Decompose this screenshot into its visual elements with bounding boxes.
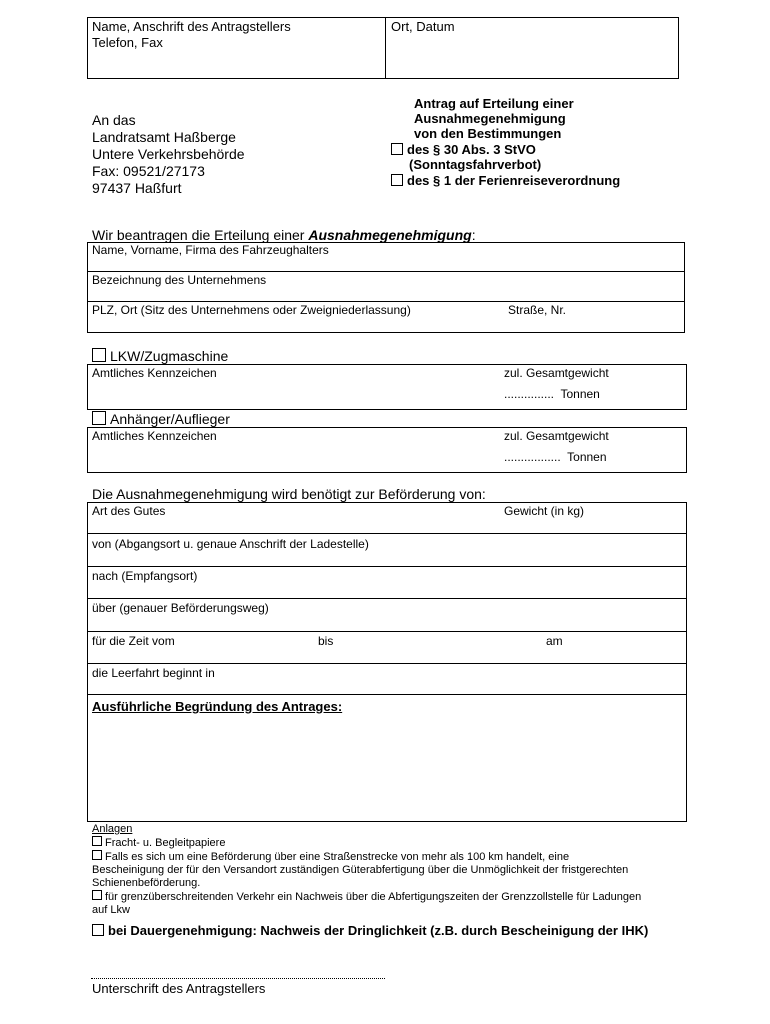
transport-row-divider (87, 694, 687, 695)
trailer-plate-label: Amtliches Kennzeichen (92, 429, 217, 443)
signature-field (92, 981, 265, 996)
route-label: über (genauer Beförderungsweg) (92, 601, 269, 615)
goods-weight-label: Gewicht (in kg) (504, 504, 585, 518)
transport-row-divider (87, 663, 687, 664)
to-label: nach (Empfangsort) (92, 569, 198, 583)
attachment-item2-line3: Schienenbeförderung. (92, 877, 201, 889)
permanent-permit-checkbox[interactable] (92, 924, 104, 936)
company-row-divider (87, 271, 685, 272)
option-stvo-label: des § 30 Abs. 3 StVO (407, 142, 536, 157)
attachment-item1-label: Fracht- u. Begleitpapiere (105, 837, 226, 849)
company-label: Bezeichnung des Unternehmens (92, 273, 267, 287)
attachment-item3[interactable] (92, 890, 692, 904)
attachments-heading: Anlagen (92, 823, 133, 835)
truck-checkbox-row[interactable] (92, 348, 228, 364)
trailer-weight-unit: Tonnen (567, 450, 607, 464)
transport-row-divider (87, 533, 687, 534)
option-stvo-sub (409, 157, 541, 172)
permanent-permit-label: bei Dauergenehmigung: Nachweis der Dringlichkeit (z.B. durch Bescheinigung der IHK) (108, 923, 649, 938)
owner-field[interactable] (92, 243, 329, 257)
permanent-permit-row[interactable] (92, 923, 648, 938)
truck-weight-value[interactable] (504, 387, 600, 401)
trailer-plate-field[interactable] (92, 429, 217, 443)
truck-weight-field[interactable] (504, 366, 609, 380)
transport-row-divider (87, 598, 687, 599)
truck-checkbox-label: LKW/Zugmaschine (110, 348, 229, 364)
transport-row-divider (87, 631, 687, 632)
applicant-name-field[interactable] (92, 19, 291, 51)
place-date-label: Ort, Datum (391, 19, 455, 34)
location-label: PLZ, Ort (Sitz des Unternehmens oder Zweigniederlassung) (92, 303, 411, 317)
street-label: Straße, Nr. (508, 303, 567, 317)
transport-heading-text: Die Ausnahmegenehmigung wird benötigt zur Beförderung von: (92, 486, 486, 502)
reason-field[interactable] (92, 699, 342, 714)
attachment-item3-checkbox[interactable] (92, 890, 102, 900)
empty-run-field[interactable] (92, 666, 215, 680)
to-field[interactable] (92, 569, 197, 583)
header-divider (385, 17, 386, 79)
intro-text: Wir beantragen die Erteilung einer (92, 227, 309, 243)
attachment-item3-line1: für grenzüberschreitenden Verkehr ein Nachweis über die Abfertigungszeiten der Grenzzollstelle für Ladungen (105, 891, 642, 903)
truck-plate-field[interactable] (92, 366, 217, 380)
truck-weight-label: zul. Gesamtgewicht (504, 366, 609, 380)
recipient-line3: Untere Verkehrsbehörde (92, 146, 245, 162)
period-on-field[interactable] (546, 634, 563, 648)
request-title (414, 96, 574, 141)
period-to-field[interactable] (318, 634, 333, 648)
option-ferien-label: des § 1 der Ferienreiseverordnung (407, 173, 621, 188)
location-field[interactable] (92, 303, 411, 317)
trailer-weight-label: zul. Gesamtgewicht (504, 429, 609, 443)
recipient-address (92, 112, 245, 197)
truck-plate-label: Amtliches Kennzeichen (92, 366, 217, 380)
attachment-item2-line1: Falls es sich um eine Beförderung über eine Straßenstrecke von mehr als 100 km handelt, eine (105, 851, 570, 863)
signature-label: Unterschrift des Antragstellers (92, 981, 266, 996)
street-field[interactable] (508, 303, 566, 317)
trailer-weight-field[interactable] (504, 429, 609, 443)
empty-run-label: die Leerfahrt beginnt in (92, 666, 215, 680)
applicant-label-line1: Name, Anschrift des Antragstellers (92, 19, 291, 34)
route-field[interactable] (92, 601, 269, 615)
company-field[interactable] (92, 273, 266, 287)
recipient-line1: An das (92, 112, 136, 128)
reason-heading: Ausführliche Begründung des Antrages: (92, 699, 343, 714)
attachments-section (92, 823, 692, 917)
request-line3: von den Bestimmungen (414, 126, 562, 141)
option-ferien-checkbox[interactable] (391, 174, 403, 186)
attachment-item3-line2: auf Lkw (92, 904, 130, 916)
period-from-label: für die Zeit vom (92, 634, 175, 648)
intro-line (92, 227, 476, 243)
option-ferien[interactable] (391, 173, 620, 188)
intro-suffix: : (471, 227, 476, 243)
goods-field[interactable] (92, 504, 165, 518)
attachment-item1-checkbox[interactable] (92, 836, 102, 846)
option-stvo-sublabel: (Sonntagsfahrverbot) (409, 157, 542, 172)
recipient-line5: 97437 Haßfurt (92, 180, 182, 196)
request-line1: Antrag auf Erteilung einer (414, 96, 574, 111)
truck-checkbox[interactable] (92, 348, 106, 362)
truck-weight-unit: Tonnen (560, 387, 600, 401)
goods-label: Art des Gutes (92, 504, 166, 518)
period-from-field[interactable] (92, 634, 175, 648)
attachment-item2[interactable] (92, 850, 692, 864)
from-field[interactable] (92, 537, 369, 551)
recipient-line4: Fax: 09521/27173 (92, 163, 205, 179)
period-to-label: bis (318, 634, 334, 648)
from-label: von (Abgangsort u. genaue Anschrift der Ladestelle) (92, 537, 369, 551)
owner-label: Name, Vorname, Firma des Fahrzeughalters (92, 243, 329, 257)
trailer-weight-value[interactable] (504, 450, 607, 464)
request-line2: Ausnahmegenehmigung (414, 111, 566, 126)
transport-heading (92, 486, 486, 502)
transport-row-divider (87, 566, 687, 567)
signature-line[interactable] (91, 978, 385, 979)
attachment-item2-checkbox[interactable] (92, 850, 102, 860)
attachment-item2-line2: Bescheinigung der für den Versandort zuständigen Güterabfertigung über die Unmöglichkeit der fristgerechten (92, 864, 629, 876)
option-stvo[interactable] (391, 142, 536, 157)
intro-emphasis: Ausnahmegenehmigung (308, 227, 472, 243)
trailer-checkbox-row[interactable] (92, 411, 230, 427)
option-stvo-checkbox[interactable] (391, 143, 403, 155)
trailer-checkbox[interactable] (92, 411, 106, 425)
applicant-label-line2: Telefon, Fax (92, 35, 163, 50)
period-on-label: am (546, 634, 563, 648)
trailer-weight-dots: ................. (504, 450, 561, 464)
attachment-item1[interactable] (92, 836, 692, 850)
recipient-line2: Landratsamt Haßberge (92, 129, 236, 145)
place-date-field[interactable] (391, 19, 455, 34)
truck-weight-dots: ............... (504, 387, 555, 401)
trailer-checkbox-label: Anhänger/Auflieger (110, 411, 230, 427)
goods-weight-field[interactable] (504, 504, 584, 518)
company-row-divider (87, 301, 685, 302)
